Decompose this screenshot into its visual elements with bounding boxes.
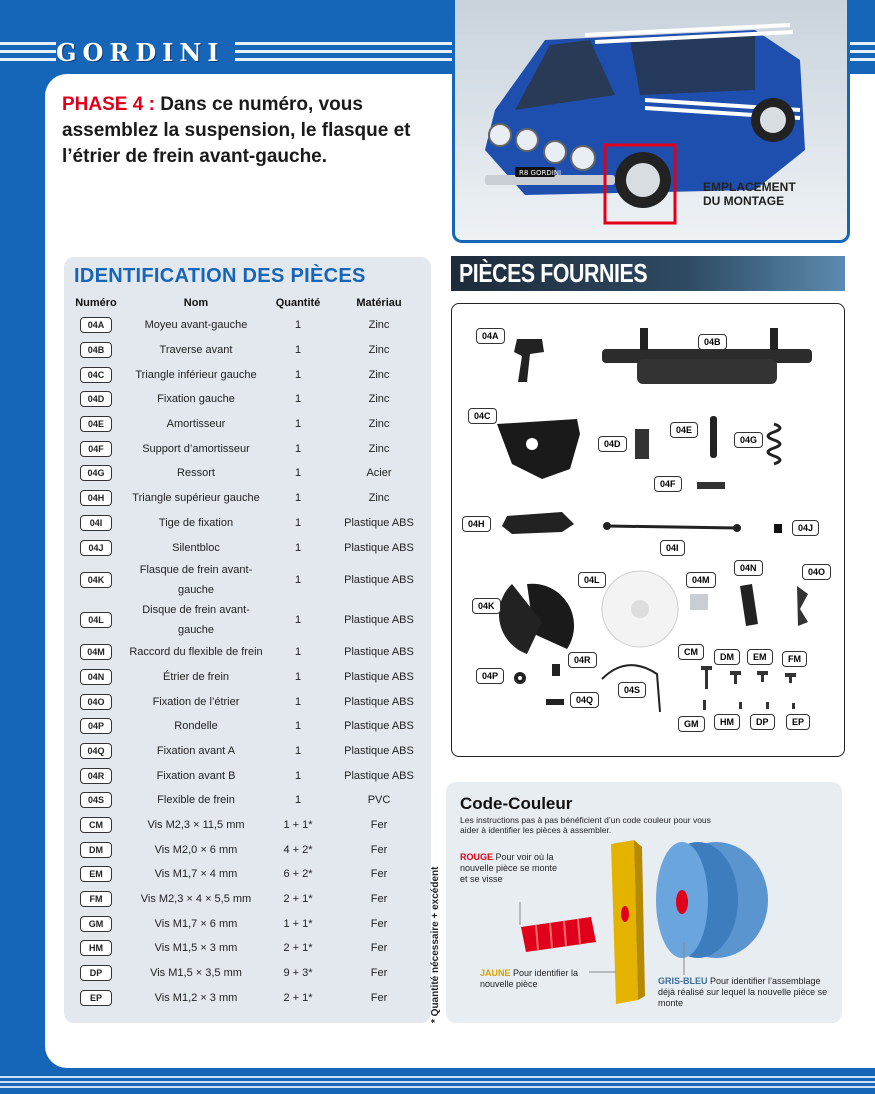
piece-tag: EP [786,714,810,730]
piece-tag: 04A [476,328,505,344]
part-name: Raccord du flexible de frein [129,646,263,659]
piece-tag: FM [782,651,807,667]
phase-heading [62,92,412,170]
part-code-badge: 04G [80,465,112,481]
piece-tag: 04Q [570,692,599,708]
legend-grey-keyword: GRIS-BLEU [658,976,708,986]
legend-red-keyword: ROUGE [460,852,494,862]
part-material: Acier [366,467,392,480]
part-quantity: 1 [294,442,302,455]
part-quantity: 1 [294,368,302,381]
part-material: Plastique ABS [344,720,414,733]
part-code-badge: 04A [80,317,112,333]
phase-text: Dans ce numéro, vous assemblez la suspension, le flasque et l’étrier de frein avant-gauche. [62,94,411,167]
part-name: Vis M2,0 × 6 mm [154,843,238,856]
piece-tag: 04I [660,540,685,556]
gordini-logo: GORDINI [56,38,235,68]
piece-tag: 04J [792,520,819,536]
part-name: Vis M1,7 × 4 mm [154,868,238,881]
piece-tag: 04K [472,598,501,614]
part-quantity: 6 + 2* [283,868,313,881]
pieces-header [451,256,845,291]
part-name: Moyeu avant-gauche [144,319,248,332]
table-row [64,813,431,838]
piece-tag: 04C [468,408,497,424]
part-name: Vis M1,5 × 3,5 mm [150,967,242,980]
part-material: Plastique ABS [344,646,414,659]
part-name: Étrier de frein [162,670,230,683]
part-quantity: 1 [294,418,302,431]
piece-tag: EM [747,649,773,665]
table-row [64,362,431,387]
piece-tag: 04L [578,572,606,588]
piece-tag: 04H [462,516,491,532]
part-code-badge: 04B [80,342,112,358]
part-material: Plastique ABS [344,769,414,782]
identification-table [64,257,431,1023]
part-name: Flexible de frein [157,794,235,807]
piece-tag: 04F [654,476,682,492]
part-quantity: 1 [294,670,302,683]
part-quantity: 2 + 1* [283,991,313,1004]
part-quantity: 2 + 1* [283,942,313,955]
part-name: Vis M1,2 × 3 mm [154,991,238,1004]
part-code-badge: GM [80,916,112,932]
part-code-badge: 04M [80,644,112,660]
footnote [428,850,444,1025]
part-code-badge: 04N [80,669,112,685]
part-code-badge: 04I [80,515,112,531]
part-quantity: 1 [294,541,302,554]
part-quantity: 1 [294,492,302,505]
part-quantity: 1 + 1* [283,917,313,930]
part-code-badge: 04E [80,416,112,432]
part-material: Plastique ABS [344,541,414,554]
piece-tag: 04O [802,564,831,580]
table-row [64,338,431,363]
part-material: Plastique ABS [344,573,414,586]
part-material: Zinc [368,319,390,332]
pieces-panel [451,303,845,757]
part-name: Vis M2,3 × 4 × 5,5 mm [140,893,252,906]
part-code-badge: 04O [80,694,112,710]
piece-tag: DM [714,649,740,665]
table-row [64,887,431,912]
table-row [64,862,431,887]
mount-label-line1: EMPLACEMENT [703,180,796,194]
piece-tag: DP [750,714,775,730]
part-name: Amortisseur [166,418,226,431]
part-name: Silentbloc [172,541,220,554]
part-code-badge: 04S [80,792,112,808]
part-quantity: 1 [294,695,302,708]
part-quantity: 1 [294,613,302,626]
part-quantity: 1 [294,794,302,807]
part-name: Fixation avant B [156,769,236,782]
table-row [64,600,431,640]
part-quantity: 1 [294,573,302,586]
part-quantity: 1 + 1* [283,819,313,832]
piece-tag: 04S [618,682,646,698]
part-quantity: 1 [294,344,302,357]
table-row [64,560,431,600]
part-code-badge: 04K [80,572,112,588]
part-material: Plastique ABS [344,744,414,757]
table-row [64,763,431,788]
part-material: Fer [370,991,388,1004]
part-name: Fixation gauche [157,393,235,406]
mount-label-line2: DU MONTAGE [703,194,785,208]
table-header [64,297,431,313]
table-row [64,665,431,690]
part-material: Plastique ABS [344,670,414,683]
code-couleur-description: Les instructions pas à pas bénéficient d’un code couleur pour vous aider à identifier les pièces à assembler. [460,815,711,835]
code-couleur-title: Code-Couleur [460,794,573,813]
legend-red [460,852,560,885]
piece-tag: 04R [568,652,597,668]
part-code-badge: DP [80,965,112,981]
mount-label [703,180,796,208]
part-material: PVC [367,794,391,807]
phase-label: PHASE 4 : [62,94,155,115]
part-name: Vis M1,5 × 3 mm [154,942,238,955]
table-row [64,461,431,486]
legend-yellow-keyword: JAUNE [480,968,511,978]
part-material: Plastique ABS [344,516,414,529]
table-row [64,689,431,714]
footnote-text: * Quantité nécessaire + excédent [430,866,441,1023]
part-code-badge: 04L [80,612,112,628]
col-numero: Numéro [75,297,117,309]
piece-tag: 04M [686,572,716,588]
part-name: Support d’amortisseur [142,442,250,455]
part-quantity: 1 [294,769,302,782]
part-material: Fer [370,819,388,832]
table-row [64,387,431,412]
table-row [64,436,431,461]
pieces-title: PIÈCES FOURNIES [459,258,648,288]
piece-tag: HM [714,714,740,730]
part-quantity: 9 + 3* [283,967,313,980]
table-row [64,911,431,936]
part-code-badge: CM [80,817,112,833]
part-name: Ressort [177,467,215,480]
part-code-badge: HM [80,940,112,956]
part-material: Zinc [368,368,390,381]
table-row [64,486,431,511]
code-couleur-panel [446,782,842,1023]
table-row [64,412,431,437]
piece-tag: 04G [734,432,763,448]
piece-tag: 04B [698,334,727,350]
piece-tag: 04P [476,668,504,684]
part-material: Zinc [368,442,390,455]
part-name: Fixation avant A [156,744,236,757]
car-photo [452,0,850,243]
part-code-badge: 04R [80,768,112,784]
col-quantite: Quantité [275,297,321,309]
part-code-badge: FM [80,891,112,907]
piece-tag: CM [678,644,704,660]
part-material: Fer [370,967,388,980]
table-row [64,986,431,1011]
table-row [64,313,431,338]
part-quantity: 1 [294,516,302,529]
table-row [64,936,431,961]
table-row [64,837,431,862]
part-name: Fixation de l’étrier [152,695,240,708]
part-code-badge: DM [80,842,112,858]
part-name: Tige de fixation [158,516,234,529]
part-code-badge: 04J [80,540,112,556]
part-name: Vis M1,7 × 6 mm [154,917,238,930]
table-row [64,739,431,764]
part-code-badge: 04F [80,441,112,457]
part-quantity: 2 + 1* [283,893,313,906]
part-quantity: 1 [294,319,302,332]
part-material: Fer [370,868,388,881]
piece-tag: GM [678,716,705,732]
piece-tag: 04D [598,436,627,452]
table-row [64,535,431,560]
table-body [64,313,431,1010]
footer-stripes [0,1072,875,1094]
part-quantity: 1 [294,467,302,480]
part-code-badge: 04D [80,391,112,407]
part-material: Zinc [368,418,390,431]
part-code-badge: 04H [80,490,112,506]
table-row [64,961,431,986]
part-name: Vis M2,3 × 11,5 mm [147,819,245,832]
piece-tag: 04N [734,560,763,576]
col-materiau: Matériau [356,297,402,309]
pieces-illustration [452,304,844,756]
part-name: Triangle inférieur gauche [135,368,257,381]
part-material: Fer [370,843,388,856]
part-material: Zinc [368,393,390,406]
table-row [64,788,431,813]
legend-grey [658,976,828,1009]
part-code-badge: 04P [80,718,112,734]
part-name: Triangle supérieur gauche [132,492,260,505]
part-name: Traverse avant [159,344,233,357]
part-material: Zinc [368,492,390,505]
part-quantity: 1 [294,720,302,733]
part-material: Fer [370,942,388,955]
legend-yellow [480,968,590,990]
part-material: Plastique ABS [344,613,414,626]
part-code-badge: 04C [80,367,112,383]
part-quantity: 1 [294,393,302,406]
legend-red-text: Pour voir où la nouvelle pièce se monte et se visse [460,852,558,884]
legend-yellow-text: Pour identifier la nouvelle pièce [480,968,579,989]
part-code-badge: 04Q [80,743,112,759]
identification-title: IDENTIFICATION DES PIÈCES [74,265,366,287]
part-material: Fer [370,917,388,930]
part-quantity: 1 [294,744,302,757]
part-quantity: 1 [294,646,302,659]
col-nom: Nom [183,297,209,309]
part-material: Plastique ABS [344,695,414,708]
part-code-badge: EP [80,990,112,1006]
part-name: Disque de frein avant-gauche [142,603,250,636]
part-material: Zinc [368,344,390,357]
legend-grey-text: Pour identifier l’assemblage déjà réalisé sur lequel la nouvelle pièce se monte [658,976,828,1008]
part-quantity: 4 + 2* [283,843,313,856]
part-name: Flasque de frein avant-gauche [139,563,253,596]
table-row [64,640,431,665]
part-code-badge: EM [80,866,112,882]
table-row [64,714,431,739]
piece-tag: 04E [670,422,698,438]
part-name: Rondelle [174,720,218,733]
table-row [64,511,431,536]
part-material: Fer [370,893,388,906]
svg-text:R8 GORDINI: R8 GORDINI [519,169,562,177]
